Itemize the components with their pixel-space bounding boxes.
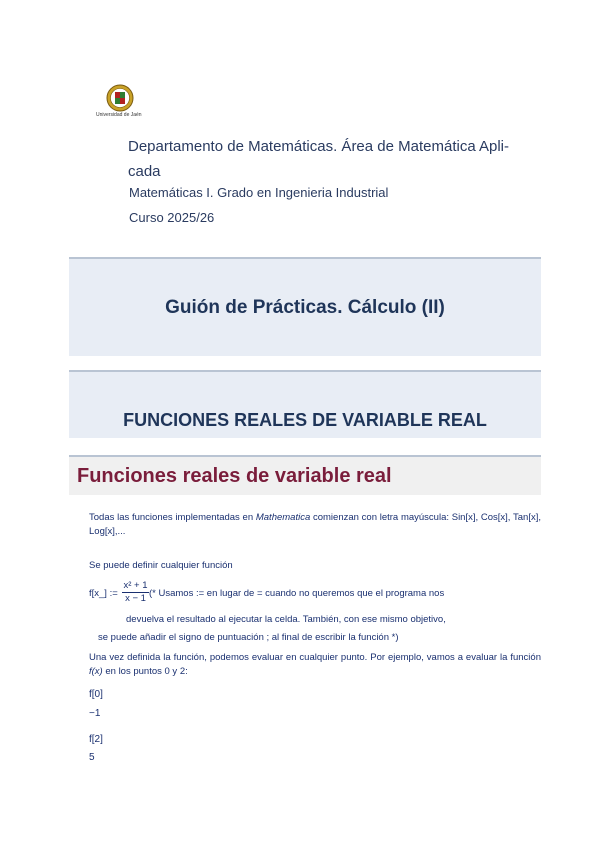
output-cell-2: 5 [89,752,95,763]
fraction-numerator: x² + 1 [123,580,148,591]
input-cell-2: f[2] [89,734,103,745]
evaluate-paragraph [89,651,541,679]
topic-title: FUNCIONES REALES DE VARIABLE REAL [123,410,487,430]
fraction-denominator: x − 1 [125,593,146,604]
code-comment-line-3: se puede añadir el signo de puntuación ; al final de escribir la función *) [98,632,399,643]
section-title: Funciones reales de variable real [77,465,392,487]
section-header [69,455,541,495]
guide-title-band [69,257,541,356]
intro-paragraph [89,511,541,539]
intro-text-a: Todas las funciones implementadas en [89,512,256,523]
guide-title: Guión de Prácticas. Cálculo (II) [165,297,445,318]
function-definition-lhs: f[x_] := [89,588,118,599]
topic-title-band [69,370,541,438]
academic-year: Curso 2025/26 [129,210,215,225]
evaluate-text-a: Una vez definida la función, podemos evaluar en cualquier punto. Por ejemplo, vamos a evaluar la función [89,652,541,663]
university-logo [106,84,134,112]
output-cell-1: −1 [89,708,101,719]
define-paragraph: Se puede definir cualquier función [89,560,233,571]
fx-emphasis: f(x) [89,666,103,677]
logo-caption: Universidad de Jaén [96,112,142,118]
code-comment-line-2: devuelva el resultado al ejecutar la celda. También, con ese mismo objetivo, [126,614,446,625]
evaluate-text-b: en los puntos 0 y 2: [102,666,188,677]
course-name: Matemáticas I. Grado en Ingenieria Industrial [129,185,389,200]
code-comment-line-1: (* Usamos := en lugar de = cuando no queremos que el programa nos [149,588,445,599]
intro-text-b: comienzan con letra mayúscula: Sin[x], Cos[x], Tan[x], Log[x],... [89,512,541,537]
input-cell-1: f[0] [89,689,103,700]
department-name: Departamento de Matemáticas. Área de Matemática Apli-cada [128,138,510,180]
function-fraction [122,580,149,604]
mathematica-emphasis: Mathematica [255,512,311,523]
